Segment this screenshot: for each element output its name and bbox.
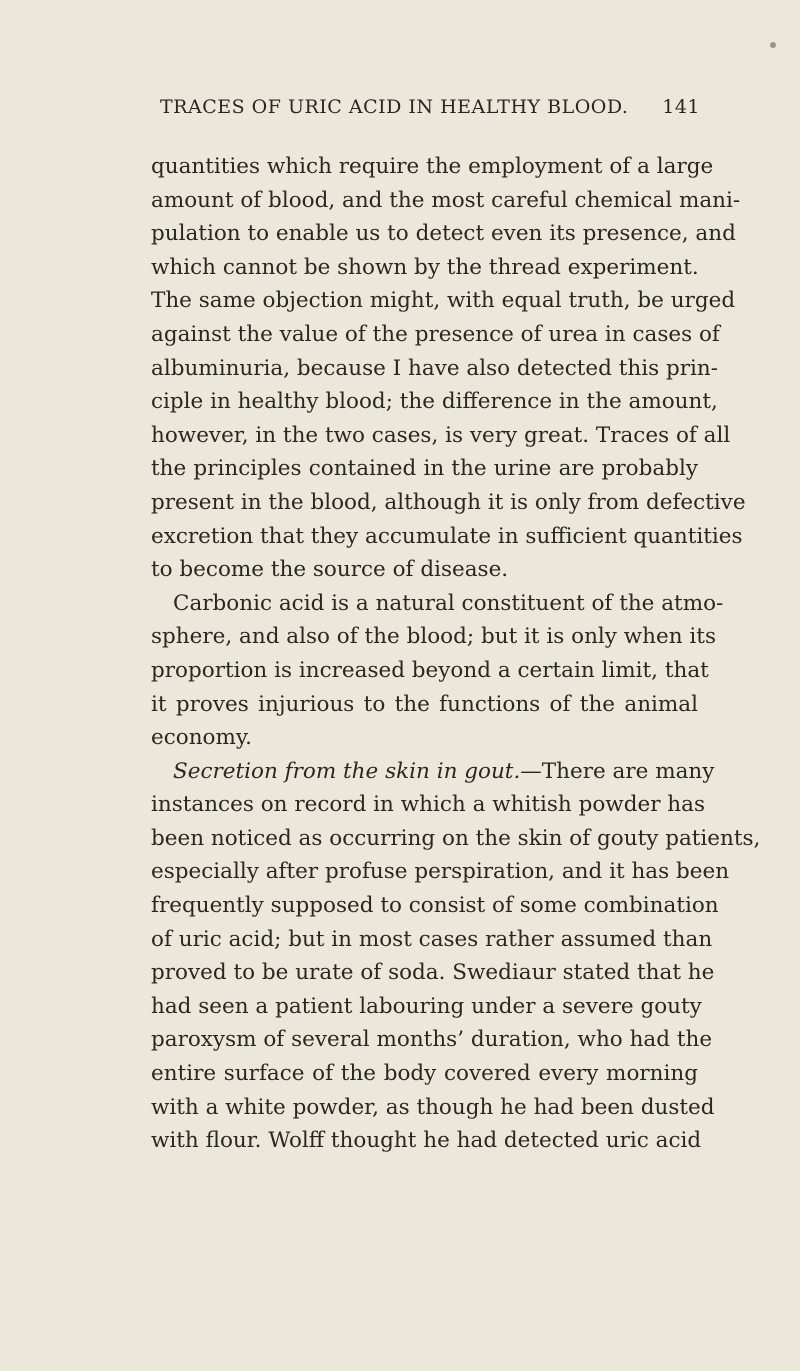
running-title: TRACES OF URIC ACID IN HEALTHY BLOOD. <box>160 96 629 118</box>
text-line: with flour. Wolff thought he had detected uric acid <box>151 1128 702 1154</box>
paragraph <box>151 755 761 1158</box>
section-heading: Secretion from the skin in gout. <box>173 758 521 784</box>
text-line: paroxysm of several months’ duration, who had the <box>151 1027 713 1053</box>
text-line: instances on record in which a whitish powder has <box>151 792 706 818</box>
text-line: quantities which require the employment of a large <box>151 154 714 179</box>
text-line: however, in the two cases, is very great. Traces of all <box>151 422 731 448</box>
text-line: against the value of the presence of urea in cases of <box>151 321 720 347</box>
paragraph <box>151 150 746 587</box>
text-line: of uric acid; but in most cases rather assumed than <box>151 926 713 952</box>
text-line: been noticed as occurring on the skin of gouty patients, <box>151 825 761 851</box>
text-line: sphere, and also of the blood; but it is only when its <box>151 624 716 650</box>
text-line: proportion is increased beyond a certain limit, that <box>151 657 709 683</box>
text-line: amount of blood, and the most careful chemical mani- <box>151 187 741 213</box>
text-line: with a white powder, as though he had been dusted <box>151 1094 715 1120</box>
paragraph <box>151 587 724 755</box>
text-line: frequently supposed to consist of some combination <box>151 893 719 919</box>
text-line: albuminuria, because I have also detected this prin- <box>151 355 718 381</box>
text-line: The same objection might, with equal truth, be urged <box>151 288 736 314</box>
ink-speck <box>770 42 776 48</box>
text-line: the principles contained in the urine are probably <box>151 456 698 482</box>
text-line: proved to be urate of soda. Swediaur stated that he <box>151 960 715 986</box>
text-line: to become the source of disease. <box>151 557 509 583</box>
text-line <box>151 755 715 789</box>
text-line: had seen a patient labouring under a severe gouty <box>151 993 702 1019</box>
text-line: entire surface of the body covered every morning <box>151 1061 698 1087</box>
text-line: which cannot be shown by the thread experiment. <box>151 254 699 280</box>
page-number: 141 <box>662 96 700 118</box>
text-line: ciple in healthy blood; the difference in the amount, <box>151 389 718 415</box>
text-line: present in the blood, although it is only from defective <box>151 489 746 515</box>
text-line: economy. <box>151 725 253 751</box>
running-header <box>160 96 700 126</box>
text-line: especially after profuse perspiration, and it has been <box>151 859 730 885</box>
text-line: Carbonic acid is a natural constituent of the atmo- <box>173 590 724 616</box>
text-line: it proves injurious to the functions of the animal <box>151 691 698 717</box>
text-line: pulation to enable us to detect even its presence, and <box>151 221 736 247</box>
text-line: excretion that they accumulate in sufficient quantities <box>151 523 743 549</box>
text-run: —There are many <box>520 758 715 784</box>
body-text <box>151 150 761 1158</box>
